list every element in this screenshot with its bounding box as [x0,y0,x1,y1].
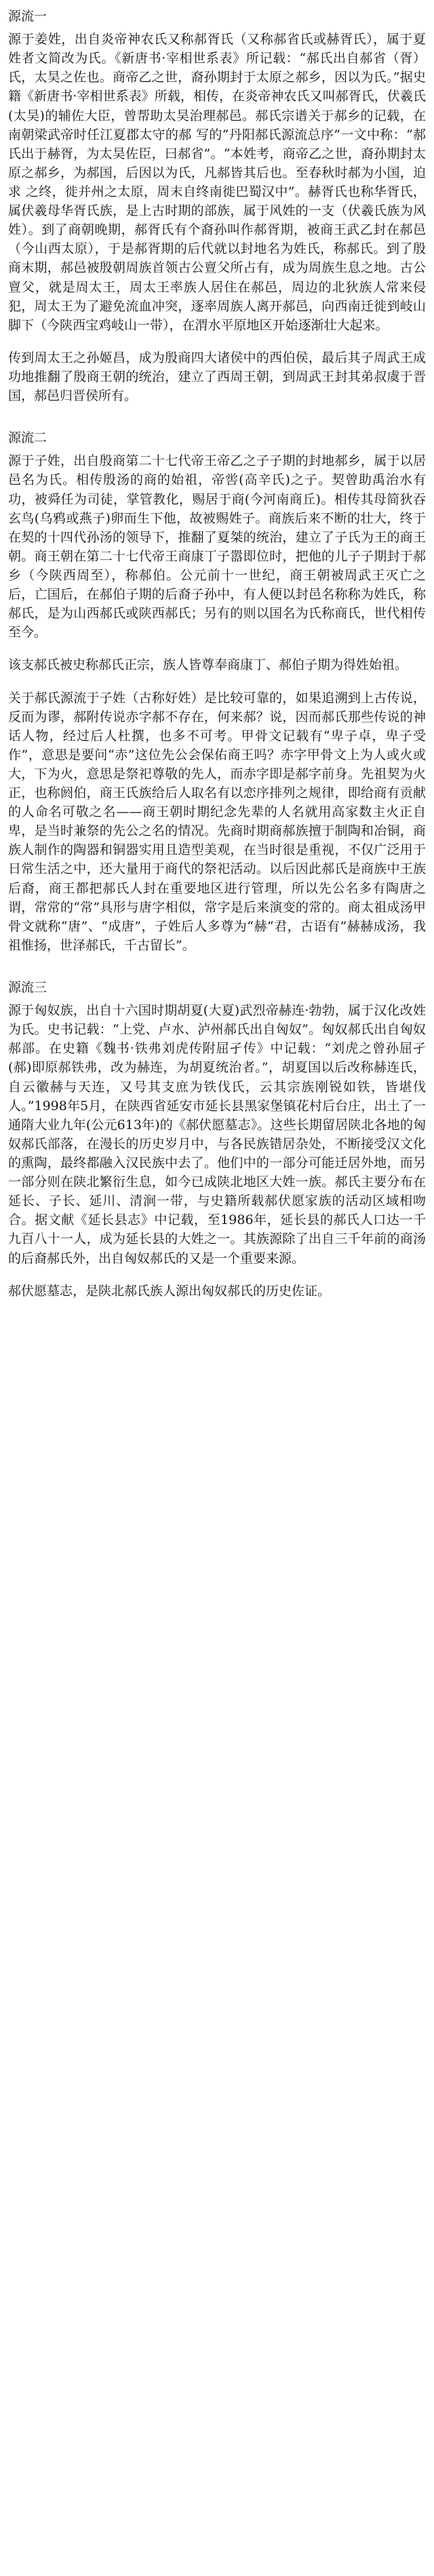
section-title: 源流一 [8,9,47,24]
section-title: 源流三 [8,980,47,996]
section-1 [8,7,426,405]
paragraph: 该支郝氏被史称郝氏正宗，族人皆尊奉商康丁、郝伯子期为得姓始祖。 [8,657,408,673]
paragraph: 关于郝氏源流于子姓（古称好姓）是比较可靠的，如果追溯到上古传说，反而为谬，郝附传说赤字郝不存在，何来郝？说，因而郝氏那些传说的神话人物，经过后人杜撰，也多不可考。甲骨文记载有“卑子卓，卑子受作”，意思是要问“赤”这位先公会保佑商王吗？赤字甲骨文上为人或火或大，下为火，意思是祭祀尊敬的先人，而赤字即是郝字前身。先祖契为火正，也称阏伯，商王氏族给后人取名有以恋序排列之规律，即给商有贡献的人命名可敬之名——商王朝时期纪念先辈的人名就用高家数主火正自卑，是当时兼祭的先公之名的情况。先商时期商郝族擅于制陶和冶铜，商族人制作的陶器和铜器实用且造型美观，在当时很是重视，不仅广泛用于日常生活之中，还大量用于商代的祭祀活动。以后因此郝氏是商族中王族后裔，商王都把郝氏人封在重要地区进行管理，所以先公名多有陶唐之谓，常常的“常”具形与唐字相似，常字是后来演变的常的。商太祖成汤甲骨文就称“唐”、“成唐”，子姓后人多尊为“赫“君，古语有”赫赫成汤，我祖惟扬，世泽郝氏，千古留长”。 [8,690,426,953]
section-3 [8,978,426,1301]
paragraph: 源于子姓，出自殷商第二十七代帝王帝乙之子子期的封地郝乡，属于以居邑名为氏。相传殷汤的商的始祖，帝喾(高辛氏)之子。契曾助禹治水有功，被舜任为司徒，掌管教化，赐居于商(今河南商丘)。相传其母简狄吞玄鸟(乌鸦或燕子)卵而生下他，故被赐姓子。商族后来不断的壮大，终于在契的十四代孙汤的领导下，推翻了夏桀的统治，建立了子氏为王的商王朝。商王朝在第二十七代帝王商康丁子嚣即位时，把他的儿子子期封于郝乡（今陕西周至），称郝伯。公元前十一世纪，商王朝被周武王灭亡之后，亡国后，在郝伯子期的后裔子孙中，有人便以封邑名称称为姓氏，称郝氏，是为山西郝氏或陕西郝氏；另有的则以国名为氏称商氏，世代相传至今。 [8,453,426,640]
section-2 [8,428,426,955]
section-title: 源流二 [8,430,47,446]
paragraph: 传到周太王之孙姬昌，成为殷商四大诸侯中的西伯侯，最后其子周武王成功地推翻了殷商王朝的统治，建立了西周王朝，到周武王封其弟叔虞于晋国，郝邑归晋侯所有。 [8,350,426,404]
paragraph: 源于姜姓，出自炎帝神农氏又称郝胥氏（又称郝省氏或赫胥氏），属于夏姓者文简改为氏。《新唐书·宰相世系表》所记载：“郝氏出自郝省（胥）氏，太昊之佐也。商帝乙之世，裔孙期封于太原之郝乡，因以为氏。”据史籍《新唐书·宰相世系表》所载，相传，在炎帝神农氏又叫郝胥氏，伏羲氏(太昊)的辅佐大臣，曾帮助太昊治理郝邑。郝氏宗谱关于郝乡的记载，在南朝梁武帝时任江夏郡太守的郝 写的“丹阳郝氏源流总序”一文中称：“郝氏出于赫胥，为太昊佐臣，曰郝省”。“本姓考，商帝乙之世，裔孙期封太原之郝乡，为郝国，后因以为氏，凡郝皆其后也。至春秋时郝为小国，迫求 之终，徙并州之太原，周末自终南徙巴蜀汉中”。赫胥氏也称华胥氏，属伏羲母华胥氏族，是上古时期的部族，属于风姓的一支（伏羲氏族为风姓）。到了商朝晚期，郝胥氏有个裔孙叫作郝胥期，被商王武乙封在郝邑（今山西太原），于是郝胥期的后代就以封地名为姓氏，称郝氏。到了殷商末期，郝邑被殷朝周族首领古公亶父所占有，成为周族生息之地。古公亶父，就是周太王，周太王率族人居住在郝邑，周边的北狄族人常来侵犯，周太王为了避免流血冲突，逐率周族人离开郝邑，向西南迁徙到岐山脚下（今陕西宝鸡岐山一带），在渭水平原地区开始逐渐壮大起来。 [8,32,426,333]
paragraph: 郝伏愿墓志，是陕北郝氏族人源出匈奴郝氏的历史佐证。 [8,1283,331,1299]
paragraph: 源于匈奴族，出自十六国时期胡夏(大夏)武烈帝赫连·勃勃，属于汉化改姓为氏。史书记载：“上党、卢水、泸州郝氏出自匈奴”。匈奴郝氏出自匈奴郝部。在史籍《魏书·铁弗刘虎传附屈孑传》中记载：“刘虎之曾孙屈孑(郝)即原郝铁弗，改为赫连，为胡夏统治者。”，胡夏国以后改称赫连氏，自云徽赫与天连，又号其支庶为铁伐氏，云其宗族刚锐如铁，皆堪伐人。”1998年5月，在陕西省延安市延长县黑家堡镇花村后台庄，出土了一通隋大业九年(公元613年)的《郝伏愿墓志》。这些长期留居陕北各地的匈奴郝氏部落，在漫长的历史岁月中，与各民族错居杂处，不断接受汉文化的熏陶，最终都融入汉民族中去了。他们中的一部分可能迁居外地，而另一部分则在陕北繁衍生息，如今已成陕北地区大姓一族。郝氏主要分布在延长、子长、延川、清涧一带，与史籍所载郝伏愿家族的活动区域相吻合。据文献《延长县志》中记载，至1986年，延长县的郝氏人口达一千九百八十一人，成为延长县的大姓之一。其族源除了出自三千年前的商汤的后裔郝氏外，出自匈奴郝氏的又是一个重要来源。 [8,1003,426,1266]
